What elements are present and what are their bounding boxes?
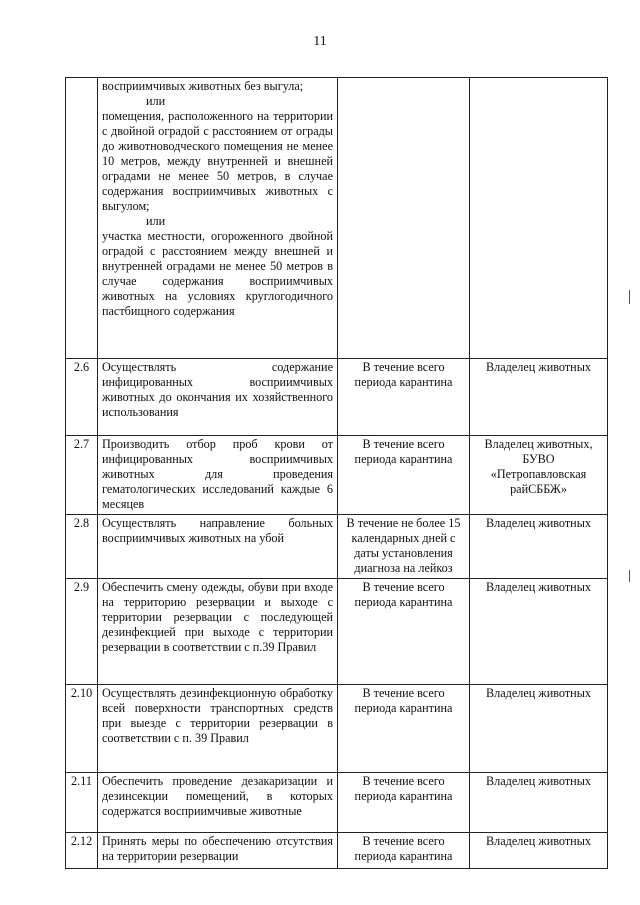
term-text: В течение всего периода карантина [338,833,470,869]
measure-text: Обеспечить проведение дезакаризации и дезинсекции помещений, в которых содержатся восприимчивые животные [98,773,338,833]
table-row [66,515,608,579]
responsible-text: Владелец животных [470,773,608,833]
measure-text: Осуществлять дезинфекционную обработку всей поверхности транспортных средств при выезде с территории резервации в соответствии с п. 39 Правил [98,685,338,773]
row-number: 2.7 [66,436,98,515]
responsible-text: Владелец животных [470,833,608,869]
table-row [66,773,608,833]
table-row [66,833,608,869]
term-text: В течение всего периода карантина [338,579,470,685]
continuation-or: или [146,214,166,228]
scan-edge-mark [629,570,630,582]
continuation-line: участка местности, огороженного двойной оградой с расстоянием между внешней и внутренней оградами не менее 50 метров в случае содержания восприимчивых животных на условиях круглогодичного пастбищного содержания [102,229,333,318]
row-number: 2.9 [66,579,98,685]
term-text: В течение всего периода карантина [338,685,470,773]
table-row [66,436,608,515]
continuation-line: восприимчивых животных без выгула; [102,79,304,93]
table-row-continuation [66,78,608,359]
measure-text: Принять меры по обеспечению отсутствия на территории резервации [98,833,338,869]
row-number: 2.10 [66,685,98,773]
table-row [66,359,608,436]
page-number: 11 [313,34,327,49]
measure-text: Производить отбор проб крови от инфицированных восприимчивых животных для проведения гематологических исследований каждые 6 месяцев [98,436,338,515]
scan-edge-mark [629,290,630,304]
term-text: В течение всего периода карантина [338,436,470,515]
row-number-cell [66,78,98,359]
term-text: В течение всего периода карантина [338,359,470,436]
responsible-text: Владелец животных [470,515,608,579]
table-row [66,579,608,685]
measures-table [65,77,608,869]
term-text: В течение не более 15 календарных дней с даты установления диагноза на лейкоз [338,515,470,579]
row-number: 2.8 [66,515,98,579]
measure-text: Осуществлять направление больных восприимчивых животных на убой [98,515,338,579]
responsible-text: Владелец животных [470,579,608,685]
measure-cell [98,78,338,359]
responsible-text: Владелец животных [470,685,608,773]
term-text: В течение всего периода карантина [338,773,470,833]
measure-text: Обеспечить смену одежды, обуви при входе на территорию резервации и выходе с территории резервации с последующей дезинфекцией при выходе с территории резервации в соответствии с п.39 Правил [98,579,338,685]
continuation-or: или [146,94,166,108]
measure-text: Осуществлять содержание инфицированных восприимчивых животных до окончания их хозяйственного использования [98,359,338,436]
responsible-text: Владелец животных [470,359,608,436]
responsible-cell [470,78,608,359]
continuation-line: помещения, расположенного на территории с двойной оградой с расстоянием от ограды до животноводческого помещения не менее 10 метров, между внутренней и внешней оградами не менее 50 метров, в случае содержания восприимчивых животных с выгулом; [102,109,333,213]
row-number: 2.11 [66,773,98,833]
row-number: 2.6 [66,359,98,436]
table-row [66,685,608,773]
responsible-text: Владелец животных, БУВО «Петропавловская райСББЖ» [470,436,608,515]
row-number: 2.12 [66,833,98,869]
term-cell [338,78,470,359]
